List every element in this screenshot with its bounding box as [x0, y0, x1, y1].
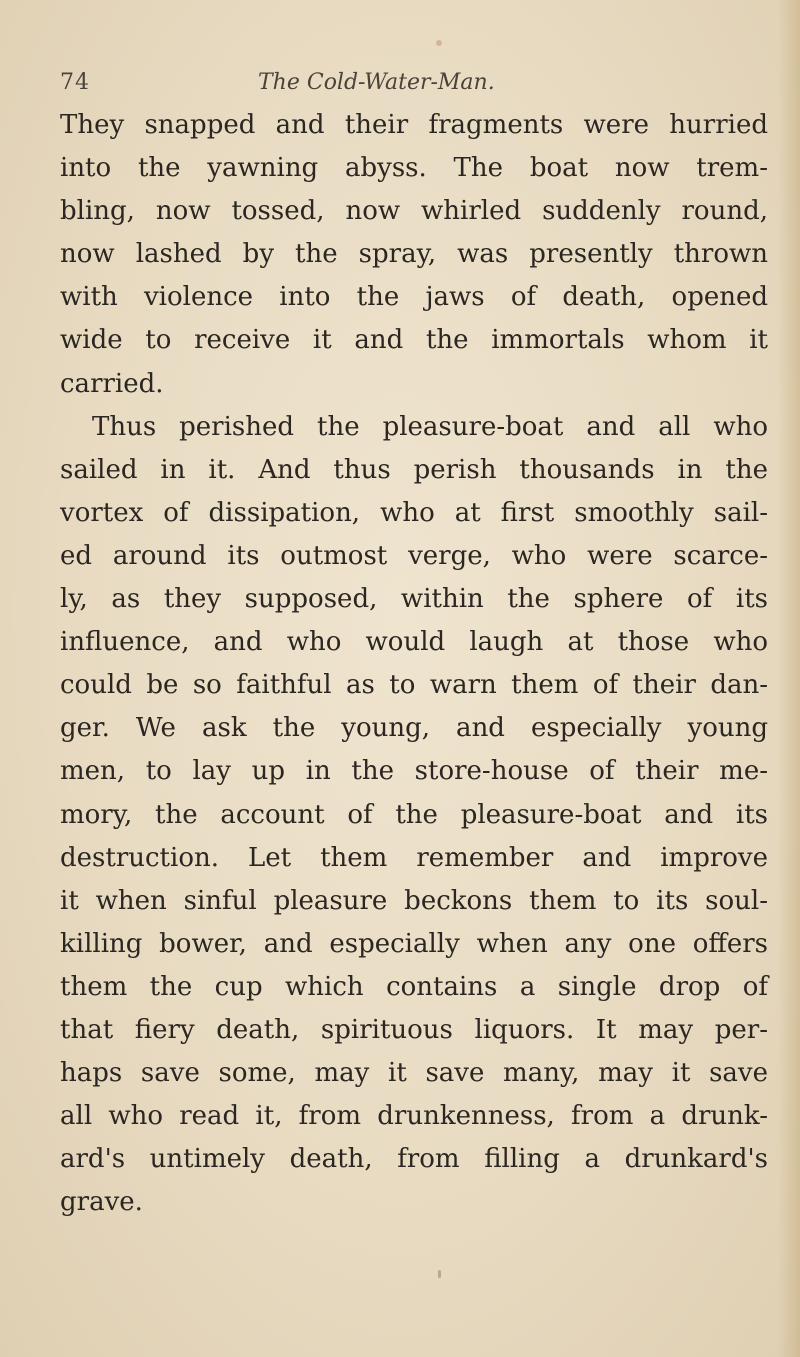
- text-line: it when sinful pleasure beckons them to its soul-: [60, 885, 768, 916]
- text-line: all who read it, from drunkenness, from a drunk-: [60, 1101, 768, 1132]
- text-line: them the cup which contains a single drop of: [60, 971, 768, 1002]
- body-text: [60, 104, 768, 1224]
- text-line: grave.: [60, 1187, 143, 1218]
- text-line: ard's untimely death, from filling a drunkard's: [60, 1144, 768, 1175]
- page-edge-shadow: [778, 0, 800, 1357]
- text-line: ed around its outmost verge, who were scarce-: [60, 540, 768, 571]
- text-line: bling, now tossed, now whirled suddenly round,: [60, 196, 768, 227]
- text-line: wide to receive it and the immortals whom it: [60, 325, 768, 356]
- running-title: The Cold-Water-Man.: [258, 70, 495, 95]
- text-line: haps save some, may it save many, may it save: [60, 1058, 768, 1089]
- text-line: that fiery death, spirituous liquors. It may per-: [60, 1014, 768, 1045]
- paper-spot: [436, 40, 442, 46]
- text-line: They snapped and their fragments were hurried: [60, 110, 768, 140]
- text-line: carried.: [60, 368, 164, 399]
- text-line: influence, and who would laugh at those who: [60, 627, 768, 658]
- text-line: men, to lay up in the store-house of their me-: [60, 756, 768, 787]
- page-header: [60, 70, 760, 106]
- text-line: ger. We ask the young, and especially young: [60, 713, 768, 744]
- page-number: 74: [60, 70, 90, 95]
- text-line: could be so faithful as to warn them of their dan-: [60, 670, 768, 701]
- text-line: destruction. Let them remember and improve: [60, 842, 768, 873]
- text-line: with violence into the jaws of death, opened: [60, 282, 768, 313]
- text-line: mory, the account of the pleasure-boat and its: [60, 799, 768, 830]
- text-line: sailed in it. And thus perish thousands in the: [60, 454, 768, 485]
- text-line: Thus perished the pleasure-boat and all who: [92, 411, 768, 442]
- text-line: killing bower, and especially when any one offers: [60, 928, 768, 959]
- paper-spot: [438, 1270, 441, 1278]
- text-line: vortex of dissipation, who at first smoothly sail-: [60, 497, 768, 528]
- text-line: now lashed by the spray, was presently thrown: [60, 239, 768, 270]
- text-line: ly, as they supposed, within the sphere of its: [60, 584, 768, 615]
- text-line: into the yawning abyss. The boat now trem-: [60, 153, 768, 184]
